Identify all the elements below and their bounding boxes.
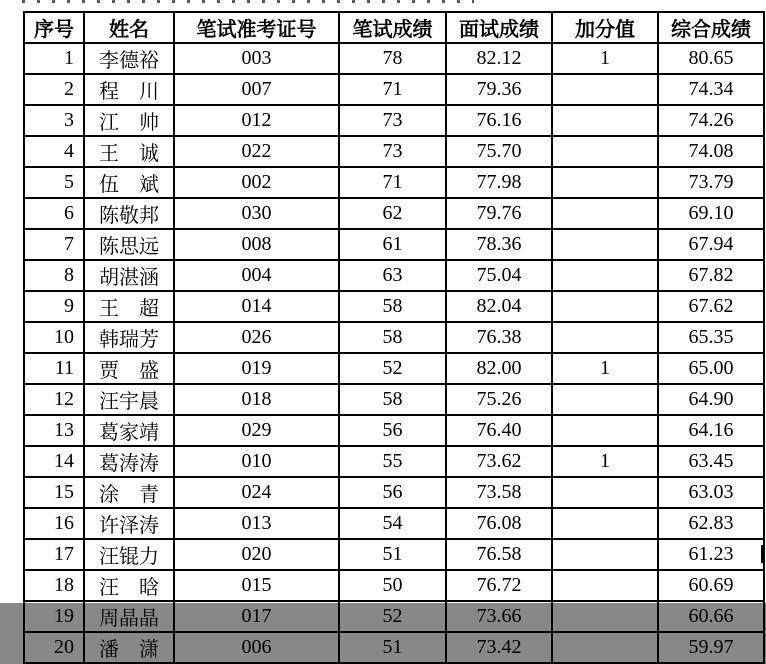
cell-interview-score: 82.12: [446, 43, 552, 74]
cell-interview-score: 76.58: [446, 539, 552, 570]
header-written-score: 笔试成绩: [339, 12, 446, 43]
table-row: [24, 229, 764, 260]
cell-written-score: 55: [339, 446, 446, 477]
cell-bonus-points: [552, 260, 658, 291]
table-row: [24, 291, 764, 322]
cell-interview-score: 79.76: [446, 198, 552, 229]
cell-rank: 2: [24, 74, 84, 105]
table-row: [24, 539, 764, 570]
cell-composite-score: 62.83: [658, 508, 764, 539]
cell-ticket-no: 026: [174, 322, 339, 353]
cell-interview-score: 76.16: [446, 105, 552, 136]
cell-interview-score: 76.40: [446, 415, 552, 446]
cell-written-score: 71: [339, 74, 446, 105]
cell-name: 伍 斌: [84, 167, 174, 198]
cell-bonus-points: [552, 322, 658, 353]
cell-written-score: 52: [339, 353, 446, 384]
cell-bonus-points: [552, 105, 658, 136]
cell-name: 王 诚: [84, 136, 174, 167]
cell-interview-score: 77.98: [446, 167, 552, 198]
table-row: [24, 198, 764, 229]
cell-composite-score: 61.23: [658, 539, 764, 570]
cell-interview-score: 82.04: [446, 291, 552, 322]
table-row: [24, 74, 764, 105]
cell-name: 江 帅: [84, 105, 174, 136]
cell-rank: 3: [24, 105, 84, 136]
cell-interview-score: 82.00: [446, 353, 552, 384]
cell-written-score: 52: [339, 601, 446, 632]
cell-written-score: 58: [339, 322, 446, 353]
cell-rank: 8: [24, 260, 84, 291]
cell-written-score: 78: [339, 43, 446, 74]
cell-bonus-points: [552, 384, 658, 415]
table-row: [24, 601, 764, 632]
table-row: [24, 167, 764, 198]
cell-interview-score: 76.72: [446, 570, 552, 601]
cell-composite-score: 73.79: [658, 167, 764, 198]
cell-written-score: 73: [339, 136, 446, 167]
cell-written-score: 58: [339, 291, 446, 322]
cell-composite-score: 67.94: [658, 229, 764, 260]
cell-rank: 10: [24, 322, 84, 353]
cell-interview-score: 75.70: [446, 136, 552, 167]
header-name: 姓名: [84, 12, 174, 43]
score-table: [23, 11, 765, 664]
header-rank: 序号: [24, 12, 84, 43]
cell-name: 汪锟力: [84, 539, 174, 570]
cell-name: 汪宇晨: [84, 384, 174, 415]
cell-composite-score: 59.97: [658, 632, 764, 663]
cell-rank: 17: [24, 539, 84, 570]
cell-composite-score: 63.45: [658, 446, 764, 477]
cell-bonus-points: [552, 632, 658, 663]
cell-bonus-points: [552, 570, 658, 601]
cell-composite-score: 67.62: [658, 291, 764, 322]
cell-composite-score: 65.00: [658, 353, 764, 384]
cell-interview-score: 76.38: [446, 322, 552, 353]
cell-written-score: 51: [339, 632, 446, 663]
cell-interview-score: 73.62: [446, 446, 552, 477]
cell-written-score: 71: [339, 167, 446, 198]
cell-interview-score: 73.66: [446, 601, 552, 632]
table-row: [24, 446, 764, 477]
cell-name: 潘 潇: [84, 632, 174, 663]
cell-bonus-points: [552, 198, 658, 229]
header-bonus-points: 加分值: [552, 12, 658, 43]
cell-ticket-no: 015: [174, 570, 339, 601]
header-ticket-no: 笔试准考证号: [174, 12, 339, 43]
cell-rank: 14: [24, 446, 84, 477]
cell-bonus-points: 1: [552, 43, 658, 74]
cell-composite-score: 74.08: [658, 136, 764, 167]
cell-bonus-points: [552, 74, 658, 105]
header-composite-score: 综合成绩: [658, 12, 764, 43]
cell-name: 贾 盛: [84, 353, 174, 384]
cell-written-score: 58: [339, 384, 446, 415]
cell-rank: 6: [24, 198, 84, 229]
cell-ticket-no: 010: [174, 446, 339, 477]
cell-written-score: 61: [339, 229, 446, 260]
cell-interview-score: 79.36: [446, 74, 552, 105]
cell-rank: 1: [24, 43, 84, 74]
cell-name: 王 超: [84, 291, 174, 322]
cell-rank: 9: [24, 291, 84, 322]
cell-composite-score: 74.34: [658, 74, 764, 105]
cell-interview-score: 73.58: [446, 477, 552, 508]
cell-name: 许泽涛: [84, 508, 174, 539]
cell-ticket-no: 012: [174, 105, 339, 136]
cell-interview-score: 75.26: [446, 384, 552, 415]
cell-written-score: 63: [339, 260, 446, 291]
cell-bonus-points: [552, 229, 658, 260]
cell-ticket-no: 020: [174, 539, 339, 570]
cell-bonus-points: 1: [552, 353, 658, 384]
table-row: [24, 570, 764, 601]
table-row: [24, 508, 764, 539]
cell-interview-score: 73.42: [446, 632, 552, 663]
cell-rank: 19: [24, 601, 84, 632]
cell-written-score: 62: [339, 198, 446, 229]
cell-bonus-points: [552, 167, 658, 198]
cell-ticket-no: 018: [174, 384, 339, 415]
table-row: [24, 322, 764, 353]
cell-written-score: 73: [339, 105, 446, 136]
cell-ticket-no: 024: [174, 477, 339, 508]
cell-composite-score: 64.90: [658, 384, 764, 415]
cell-rank: 11: [24, 353, 84, 384]
cell-composite-score: 80.65: [658, 43, 764, 74]
table-row: [24, 384, 764, 415]
cell-ticket-no: 017: [174, 601, 339, 632]
cell-name: 涂 青: [84, 477, 174, 508]
cell-written-score: 56: [339, 477, 446, 508]
cell-name: 汪 晗: [84, 570, 174, 601]
cell-rank: 13: [24, 415, 84, 446]
cell-name: 胡湛涵: [84, 260, 174, 291]
cell-rank: 12: [24, 384, 84, 415]
cell-rank: 4: [24, 136, 84, 167]
cell-written-score: 51: [339, 539, 446, 570]
cell-name: 陈思远: [84, 229, 174, 260]
table-row: [24, 43, 764, 74]
cell-composite-score: 60.66: [658, 601, 764, 632]
table-row: [24, 477, 764, 508]
cell-bonus-points: [552, 291, 658, 322]
cell-written-score: 50: [339, 570, 446, 601]
cell-bonus-points: [552, 136, 658, 167]
cell-bonus-points: [552, 601, 658, 632]
cell-ticket-no: 004: [174, 260, 339, 291]
cell-name: 李德裕: [84, 43, 174, 74]
cell-ticket-no: 007: [174, 74, 339, 105]
cell-ticket-no: 029: [174, 415, 339, 446]
cell-bonus-points: 1: [552, 446, 658, 477]
cell-written-score: 54: [339, 508, 446, 539]
header-interview-score: 面试成绩: [446, 12, 552, 43]
cell-composite-score: 69.10: [658, 198, 764, 229]
cell-composite-score: 60.69: [658, 570, 764, 601]
cell-name: 陈敬邦: [84, 198, 174, 229]
cell-bonus-points: [552, 539, 658, 570]
cell-rank: 18: [24, 570, 84, 601]
cell-rank: 20: [24, 632, 84, 663]
cell-name: 韩瑞芳: [84, 322, 174, 353]
table-body: [24, 43, 764, 663]
cell-ticket-no: 002: [174, 167, 339, 198]
table-row: [24, 105, 764, 136]
table-row: [24, 260, 764, 291]
table-row: [24, 632, 764, 663]
header-row: [24, 12, 764, 43]
cell-rank: 16: [24, 508, 84, 539]
cell-rank: 15: [24, 477, 84, 508]
cell-composite-score: 67.82: [658, 260, 764, 291]
cell-composite-score: 74.26: [658, 105, 764, 136]
cell-ticket-no: 022: [174, 136, 339, 167]
cell-name: 程 川: [84, 74, 174, 105]
cell-name: 葛涛涛: [84, 446, 174, 477]
cell-bonus-points: [552, 415, 658, 446]
table-row: [24, 136, 764, 167]
cell-composite-score: 63.03: [658, 477, 764, 508]
text-cursor: [761, 545, 764, 563]
cell-name: 周晶晶: [84, 601, 174, 632]
cell-interview-score: 78.36: [446, 229, 552, 260]
cell-written-score: 56: [339, 415, 446, 446]
cell-ticket-no: 003: [174, 43, 339, 74]
cell-ticket-no: 006: [174, 632, 339, 663]
cell-bonus-points: [552, 477, 658, 508]
cell-ticket-no: 019: [174, 353, 339, 384]
cell-bonus-points: [552, 508, 658, 539]
cell-ticket-no: 030: [174, 198, 339, 229]
table-row: [24, 415, 764, 446]
table-row: [24, 353, 764, 384]
cell-rank: 7: [24, 229, 84, 260]
cell-ticket-no: 013: [174, 508, 339, 539]
cell-composite-score: 64.16: [658, 415, 764, 446]
cell-rank: 5: [24, 167, 84, 198]
cell-composite-score: 65.35: [658, 322, 764, 353]
cell-name: 葛家靖: [84, 415, 174, 446]
cell-interview-score: 75.04: [446, 260, 552, 291]
cell-ticket-no: 014: [174, 291, 339, 322]
cell-interview-score: 76.08: [446, 508, 552, 539]
clipped-text-remnant: [22, 0, 474, 3]
cell-ticket-no: 008: [174, 229, 339, 260]
